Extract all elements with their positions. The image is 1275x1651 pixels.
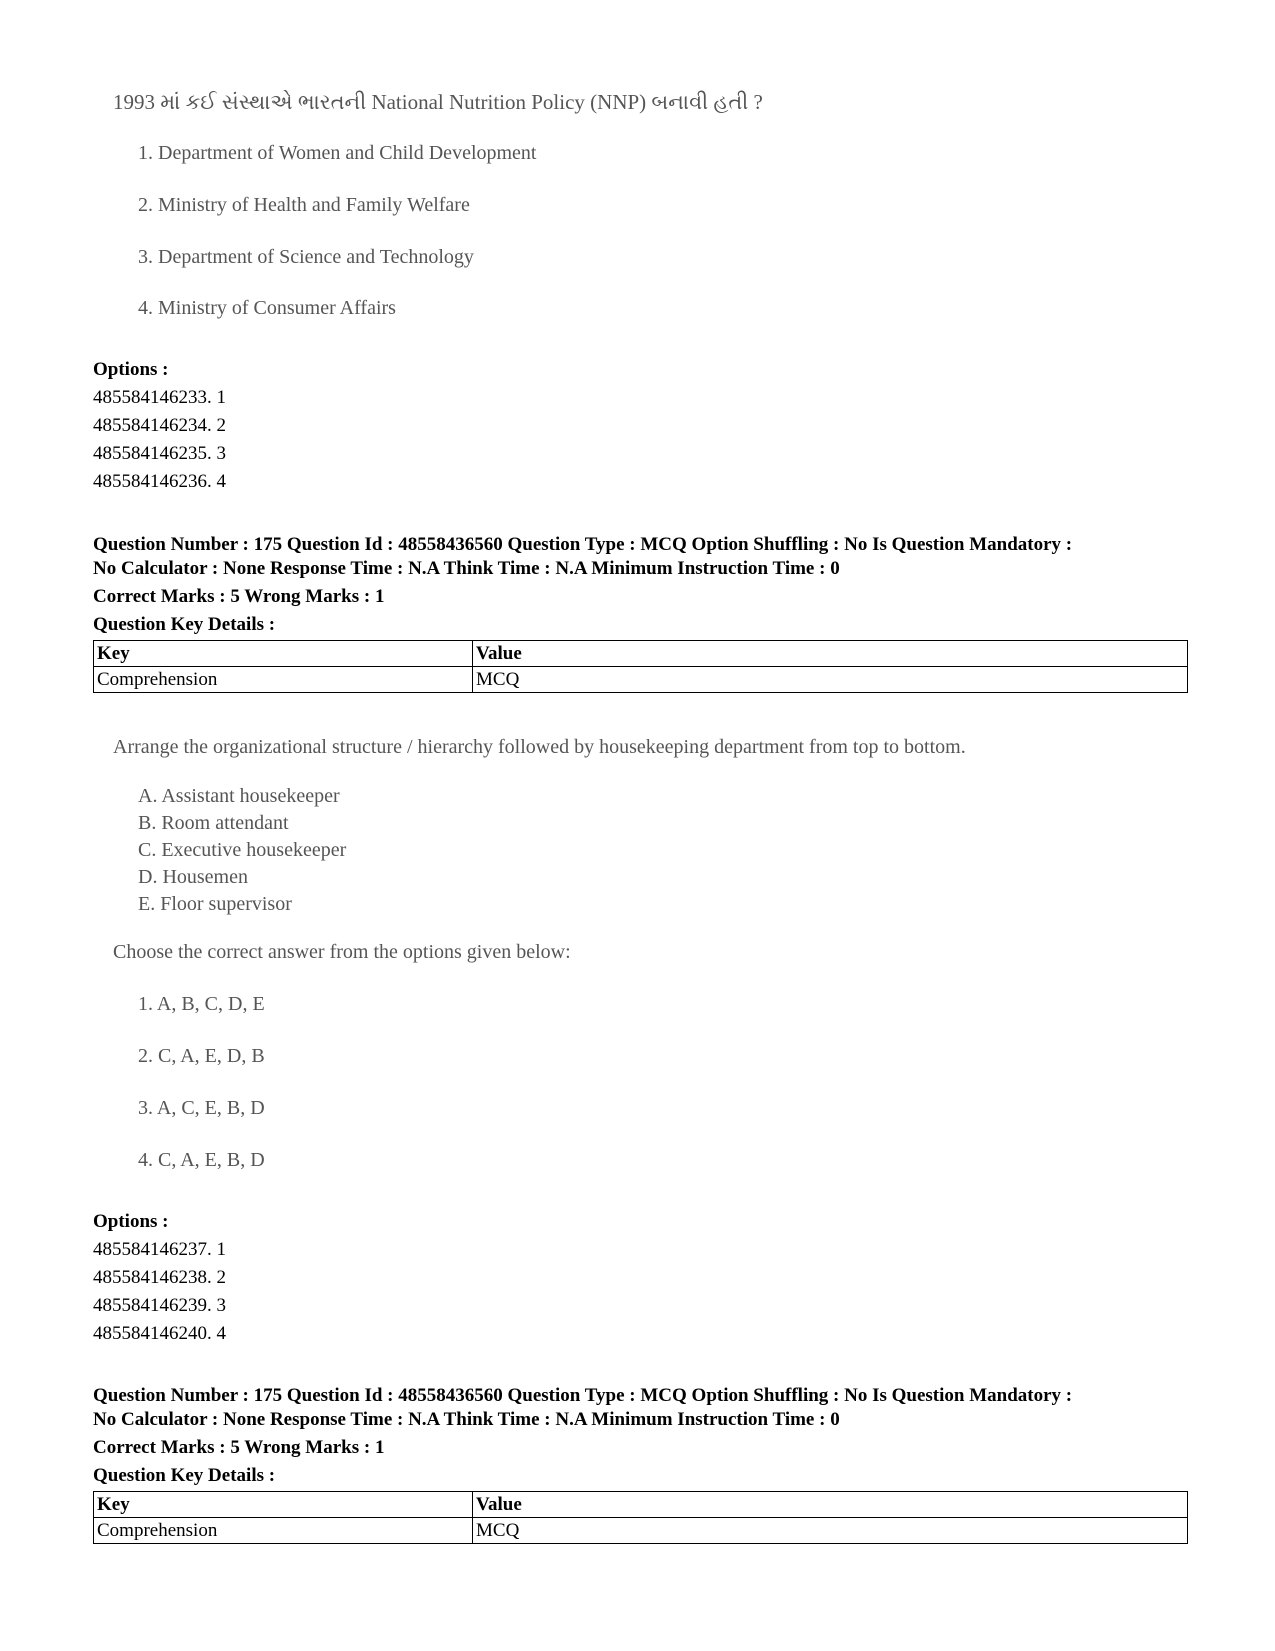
question-b-choice-2: 2. C, A, E, D, B (138, 1045, 265, 1067)
meta-line-2: No Calculator : None Response Time : N.A Think Time : N.A Minimum Instruction Time : 0 (93, 1409, 840, 1430)
question-b-choice-1: 1. A, B, C, D, E (138, 993, 265, 1015)
question-a-choice-4: 4. Ministry of Consumer Affairs (138, 297, 396, 319)
question-meta-1 (93, 533, 1193, 637)
option-id-1: 485584146237. 1 (93, 1239, 226, 1260)
hierarchy-item-d: D. Housemen (138, 866, 248, 888)
question-a-image (113, 88, 913, 319)
table-header-row (94, 1492, 1188, 1518)
table-header-row (94, 641, 1188, 667)
option-id-3: 485584146239. 3 (93, 1295, 226, 1316)
table-row (94, 1518, 1188, 1544)
option-id-4: 485584146240. 4 (93, 1323, 226, 1344)
question-a-stem: 1993 માં કઈ સંસ્થાએ ભારતની National Nutrition Policy (NNP) બનાવી હતી ? (113, 90, 763, 114)
table-header-key: Key (94, 641, 473, 667)
options-header: Options : (93, 1211, 169, 1232)
question-meta-2 (93, 1384, 1193, 1488)
option-id-4: 485584146236. 4 (93, 471, 226, 492)
option-id-3: 485584146235. 3 (93, 443, 226, 464)
question-b-image (113, 733, 1133, 1171)
marks-line: Correct Marks : 5 Wrong Marks : 1 (93, 1437, 385, 1458)
table-row (94, 667, 1188, 693)
table-cell-key: Comprehension (94, 667, 473, 693)
table-cell-value: MCQ (473, 1518, 1188, 1544)
question-a-choice-2: 2. Ministry of Health and Family Welfare (138, 194, 470, 216)
option-id-1: 485584146233. 1 (93, 387, 226, 408)
question-a-choice-1: 1. Department of Women and Child Development (138, 142, 537, 164)
hierarchy-item-e: E. Floor supervisor (138, 893, 292, 915)
table-cell-key: Comprehension (94, 1518, 473, 1544)
meta-line-1: Question Number : 175 Question Id : 48558436560 Question Type : MCQ Option Shuffling : No Is Question Mandatory : (93, 1385, 1073, 1406)
marks-line: Correct Marks : 5 Wrong Marks : 1 (93, 586, 385, 607)
option-id-2: 485584146234. 2 (93, 415, 226, 436)
meta-line-1: Question Number : 175 Question Id : 48558436560 Question Type : MCQ Option Shuffling : No Is Question Mandatory : (93, 534, 1073, 555)
question-a-choice-3: 3. Department of Science and Technology (138, 246, 474, 268)
options-block-b (93, 1208, 226, 1348)
hierarchy-item-a: A. Assistant housekeeper (138, 785, 340, 807)
question-b-stem: Arrange the organizational structure / hierarchy followed by housekeeping department from top to bottom. (113, 736, 966, 758)
hierarchy-item-b: B. Room attendant (138, 812, 289, 834)
question-b-choice-4: 4. C, A, E, B, D (138, 1149, 265, 1171)
question-b-choice-3: 3. A, C, E, B, D (138, 1097, 265, 1119)
options-header: Options : (93, 359, 169, 380)
table-header-key: Key (94, 1492, 473, 1518)
table-header-value: Value (473, 641, 1188, 667)
key-details-heading: Question Key Details : (93, 614, 276, 635)
table-header-value: Value (473, 1492, 1188, 1518)
options-block-a (93, 356, 226, 496)
question-b-instruction: Choose the correct answer from the options given below: (113, 941, 571, 963)
key-details-heading: Question Key Details : (93, 1465, 276, 1486)
meta-line-2: No Calculator : None Response Time : N.A Think Time : N.A Minimum Instruction Time : 0 (93, 558, 840, 579)
key-details-table-1 (93, 640, 1188, 693)
option-id-2: 485584146238. 2 (93, 1267, 226, 1288)
key-details-table-2 (93, 1491, 1188, 1544)
table-cell-value: MCQ (473, 667, 1188, 693)
hierarchy-item-c: C. Executive housekeeper (138, 839, 347, 861)
